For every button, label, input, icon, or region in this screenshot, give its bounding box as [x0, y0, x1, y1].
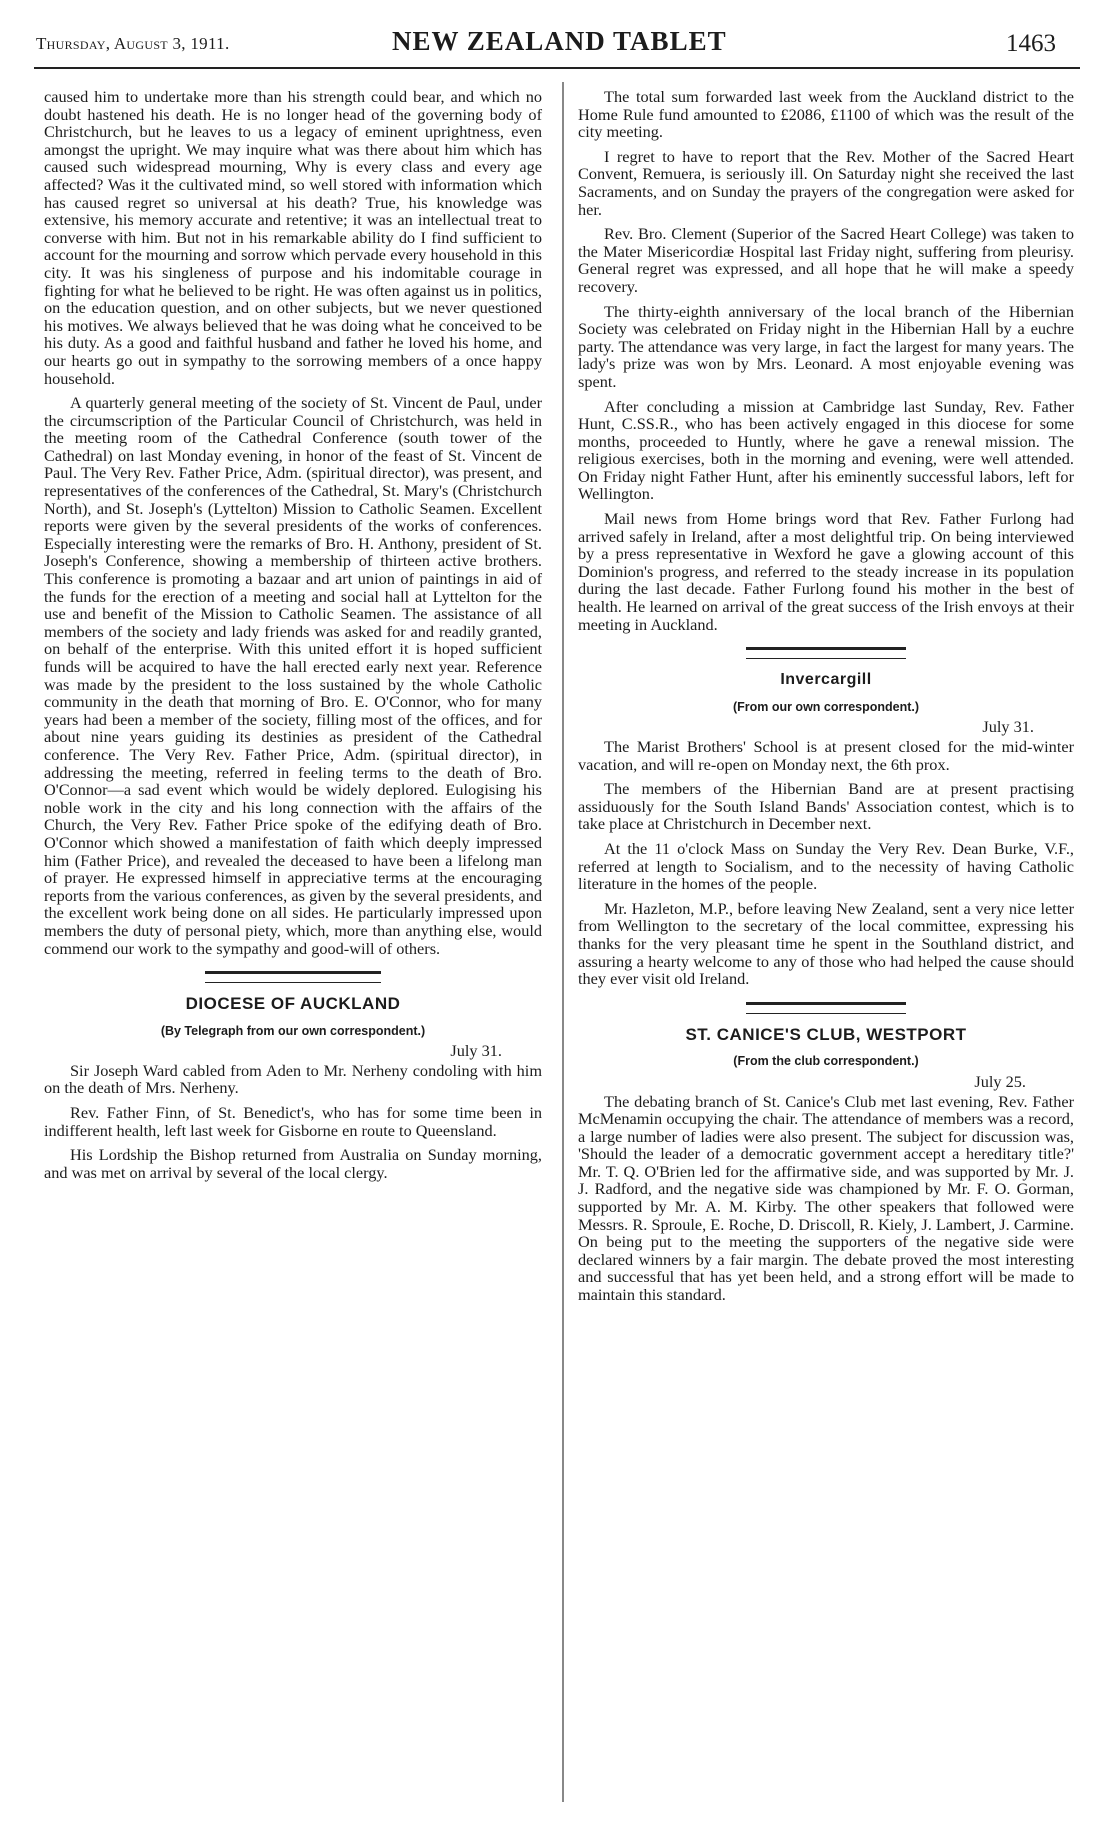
- article-paragraph: A quarterly general meeting of the society of St. Vincent de Paul, under the circumscription of the Particular Council of Christchurch, was held in the meeting room of the Cathedral Conference (south tower of the Cathedral) on last Monday evening, in honor of the feast of St. Vincent de Paul. The Very Rev. Father Price, Adm. (spiritual director), was present, and representatives of the conferences of the Cathedral, St. Mary's (Christchurch North), and St. Joseph's (Lyttelton) Mission to Catholic Seamen. Excellent reports were given by the several presidents of the works of conferences. Especially interesting were the remarks of Bro. H. Anthony, president of St. Joseph's Conference, showing a membership of thirteen active brothers. This conference is promoting a bazaar and art union of paintings in aid of the funds for the erection of a meeting and social hall at Lyttelton for the use and benefit of the Mission to Catholic Seamen. The assistance of all members of the society and lady friends was asked for and readily granted, on behalf of the enterprise. With this united effort it is hoped sufficient funds will be acquired to have the hall erected early next year. Reference was made by the president to the loss sustained by the whole Catholic community in the death that morning of Bro. E. O'Connor, who for many years had been a member of the society, filling most of the offices, and for about nine years guiding its destinies as president of the Cathedral conference. The Very Rev. Father Price, Adm. (spiritual director), in addressing the meeting, referred in feeling terms to the death of Bro. O'Connor—a sad event which would be widely deplored. Eulogising his noble work in the city and his long connection with the affairs of the Church, the Very Rev. Father Price spoke of the edifying death of Bro. O'Connor which showed a manifestation of faith which deeply impressed him (Father Price), and revealed the deceased to have been a lifelong man of prayer. He expressed himself in appreciative terms at the encouraging reports from the various conferences, as given by the several presidents, and the excellent work being done on all sides. He particularly impressed upon members the duty of personal piety, which, more than anything else, would commend our work to the sympathy and good-will of others.: [44, 393, 542, 958]
- article-paragraph: caused him to undertake more than his strength could bear, and which no doubt hastened his death. He is no longer head of the governing body of Christchurch, but he leaves to us a legacy of eminent uprightness, even amongst the upright. We may inquire what was there about him which has caused such widespread mourning, Why is every class and every age affected? Was it the cultivated mind, so well stored with information which has caused regret so universal at his death? True, his knowledge was extensive, his memory accurate and retentive; it was an intellectual treat to converse with him. But not in his remarkable ability do I find sufficient to account for the mourning and sorrow which pervade every household in this city. It was his singleness of purpose and his indomitable courage in fighting for what he believed to be right. He was often against us in politics, on the education question, and on other subjects, but we never questioned his motives. We always believed that he was doing what he conceived to be his duty. As a good and faithful husband and father he loved his home, and our hearts go out in sympathy to the sorrowing members of a once happy household.: [44, 87, 542, 388]
- issue-date: Thursday, August 3, 1911.: [36, 34, 230, 53]
- article-paragraph: Rev. Bro. Clement (Superior of the Sacred Heart College) was taken to the Mater Misericordiæ Hospital last Friday night, suffering from pleurisy. General regret was expressed, and all hope that he will make a speedy recovery.: [578, 224, 1074, 296]
- left-column: [44, 88, 542, 1188]
- right-column: [578, 88, 1074, 1311]
- section-heading-st-canice: ST. CANICE'S CLUB, WESTPORT: [685, 1024, 967, 1044]
- article-paragraph: The thirty-eighth anniversary of the local branch of the Hibernian Society was celebrated on Friday night in the Hibernian Hall by a euchre party. The attendance was very large, in fact the largest for many years. The lady's prize was won by Mrs. Leonard. A most enjoyable evening was spent.: [578, 301, 1074, 391]
- header-rule: [34, 67, 1080, 69]
- article-paragraph: The total sum forwarded last week from the Auckland district to the Home Rule fund amounted to £2086, £1100 of which was the result of the city meeting.: [578, 87, 1074, 142]
- column-divider: [562, 82, 564, 1802]
- dateline: July 31.: [982, 717, 1034, 737]
- article-paragraph: The members of the Hibernian Band are at present practising assiduously for the South Island Bands' Association contest, which is to take place at Christchurch in December next.: [578, 779, 1074, 834]
- article-paragraph: At the 11 o'clock Mass on Sunday the Very Rev. Dean Burke, V.F., referred at length to Socialism, and to the necessity of having Catholic literature in the homes of the people.: [578, 838, 1074, 894]
- section-separator: [746, 1002, 906, 1014]
- article-paragraph: The Marist Brothers' School is at present closed for the mid-winter vacation, and will re-open on Monday next, the 6th prox.: [578, 737, 1074, 774]
- article-paragraph: Sir Joseph Ward cabled from Aden to Mr. Nerheny condoling with him on the death of Mrs. Nerheny.: [44, 1060, 542, 1098]
- article-paragraph: I regret to have to report that the Rev. Mother of the Sacred Heart Convent, Remuera, is seriously ill. On Saturday night she received the last Sacraments, and on Sunday the prayers of the congregation were asked for her.: [578, 146, 1074, 219]
- page-number: 1463: [1006, 30, 1056, 57]
- section-heading-auckland: DIOCESE OF AUCKLAND: [185, 994, 401, 1014]
- article-paragraph: Rev. Father Finn, of St. Benedict's, who has for some time been in indifferent health, left last week for Gisborne en route to Queensland.: [44, 1103, 542, 1140]
- correspondent-line: (By Telegraph from our own correspondent.): [160, 1023, 426, 1038]
- article-paragraph: The debating branch of St. Canice's Club met last evening, Rev. Father McMenamin occupying the chair. The attendance of members was a record, a large number of ladies were also present. The subject for discussion was, 'Should the leader of a democratic government accept a hereditary title?' Mr. T. Q. O'Brien led for the affirmative side, and was supported by Mr. J. J. Radford, and the negative side was championed by Mr. F. O. Gorman, supported by Mr. A. M. Kirby. The other speakers that followed were Messrs. R. Sproule, E. Roche, D. Driscoll, R. Kiely, J. Lambert, J. Carmine. On being put to the meeting the supporters of the negative side were declared winners by a fair margin. The debate proved the most interesting and successful that has yet been held, and a strong effort will be made to maintain this standard.: [578, 1091, 1074, 1305]
- article-paragraph: Mr. Hazleton, M.P., before leaving New Zealand, sent a very nice letter from Wellington to the secretary of the local committee, expressing his thanks for the very pleasant time he spent in the Southland district, and assuring a hearty welcome to any of those who had helped the cause should they ever visit old Ireland.: [578, 898, 1074, 989]
- section-separator: [746, 647, 906, 659]
- section-heading-invercargill: Invercargill: [780, 671, 872, 689]
- dateline: July 31.: [450, 1041, 502, 1061]
- section-separator: [205, 971, 381, 983]
- article-paragraph: Mail news from Home brings word that Rev. Father Furlong had arrived safely in Ireland, after a most delightful trip. On being interviewed by a press representative in Wexford he gave a glowing account of this Dominion's progress, and referred to the steady increase in its population during the last decade. Father Furlong found his mother in the best of health. He learned on arrival of the great success of the Irish envoys at their meeting in Auckland.: [578, 509, 1074, 634]
- article-paragraph: After concluding a mission at Cambridge last Sunday, Rev. Father Hunt, C.SS.R., who has been actively engaged in this diocese for some months, proceeded to Huntly, where he gave a renewal mission. The religious exercises, both in the morning and evening, were well attended. On Friday night Father Hunt, after his eminently successful labors, left for Wellington.: [578, 396, 1074, 504]
- correspondent-line: (From the club correspondent.): [733, 1054, 919, 1069]
- correspondent-line: (From our own correspondent.): [732, 699, 920, 714]
- dateline: July 25.: [974, 1071, 1026, 1091]
- masthead-title: NEW ZEALAND TABLET: [392, 26, 727, 56]
- article-paragraph: His Lordship the Bishop returned from Australia on Sunday morning, and was met on arrival by several of the local clergy.: [44, 1145, 542, 1182]
